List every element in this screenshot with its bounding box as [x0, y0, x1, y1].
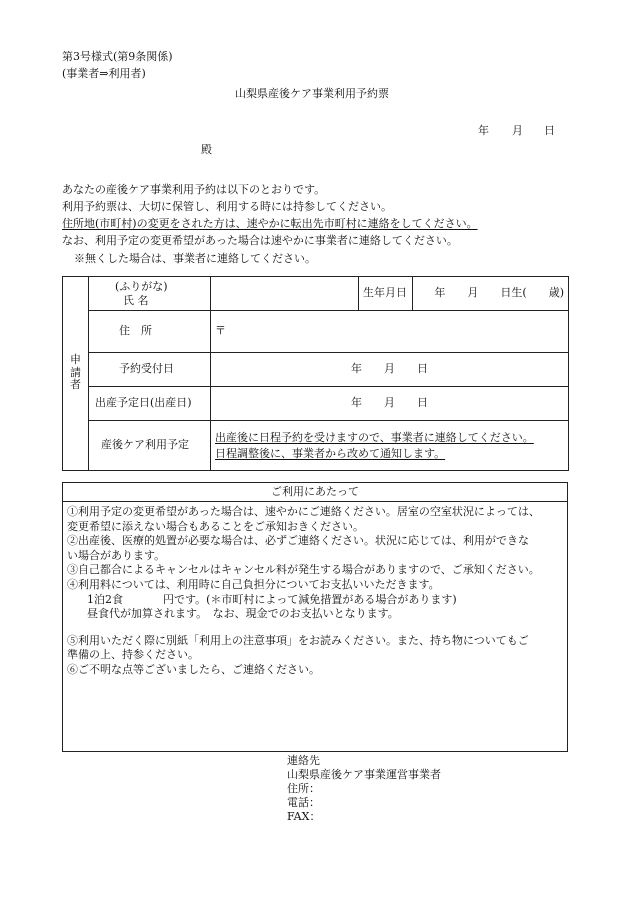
date-year: 年: [478, 124, 489, 137]
contact-heading: 連絡先: [287, 754, 320, 767]
note-4-fee: [67, 593, 563, 608]
due-date-field[interactable]: 年 月 日: [211, 387, 569, 421]
applicant-label: 申請者: [70, 353, 81, 392]
note-1b: 変更希望に添えない場合もあることをご承知おきください。: [67, 519, 364, 533]
name-label: 氏 名: [123, 293, 149, 307]
due-date-label: 出産予定日(出産日): [89, 387, 211, 421]
intro-line-5: ※無くした場合は、事業者に連絡してください。: [74, 252, 316, 265]
usage-notes-box: [62, 482, 568, 752]
plan-line-2: 日程調整後に、事業者から改めて通知します。: [215, 446, 446, 460]
intro-line-3: 住所地(市町村)の変更をされた方は、速やかに転出先市町村に連絡をしてください。: [62, 217, 478, 230]
furigana-label: (ふりがな): [115, 279, 168, 293]
address-label: 住 所: [89, 311, 211, 353]
note-3: ③自己都合によるキャンセルはキャンセル料が発生する場合がありますので、ご承知ください。: [67, 563, 540, 577]
address-field[interactable]: [211, 311, 569, 353]
contact-phone: 電話：: [287, 796, 320, 809]
note-4-fee-b: 円です。(＊市町村によって減免措置がある場合があります): [163, 592, 457, 606]
birth-field[interactable]: 年 月 日生( 歳): [413, 277, 569, 311]
direction-note: (事業者⇒利用者): [62, 67, 146, 80]
form-number: 第3号様式(第9条関係): [62, 50, 173, 63]
note-6: ⑥ご不明な点等ございましたら、ご連絡ください。: [67, 662, 320, 676]
note-2a: ②出産後、医療的処置が必要な場合は、必ずご連絡ください。状況に応じては、利用ができな: [67, 534, 529, 548]
contact-fax: FAX：: [287, 810, 321, 823]
addressee-honorific: 殿: [201, 143, 212, 156]
plan-line-1: 出産後に日程予約を受けますので、事業者に連絡してください。: [215, 430, 534, 444]
note-1a: ①利用予定の変更希望があった場合は、速やかにご連絡ください。居室の空室状況によっては、: [67, 505, 540, 518]
note-4-lunch: 昼食代が加算されます。 なお、現金でのお支払いとなります。: [87, 607, 399, 621]
name-label-cell: [89, 277, 211, 311]
name-field[interactable]: [211, 277, 359, 311]
note-spacer: [67, 622, 563, 634]
usage-notes-body: [63, 502, 567, 681]
intro-line-1: あなたの産後ケア事業利用予約は以下のとおりです。: [62, 183, 326, 196]
applicant-table: [62, 276, 569, 471]
applicant-label-cell: [63, 277, 89, 471]
note-2b: い場合があります。: [67, 548, 166, 562]
postal-mark: 〒: [215, 324, 226, 338]
date-month: 月: [512, 124, 523, 137]
page-title: 山梨県産後ケア事業利用予約票: [235, 87, 389, 100]
note-4-fee-a: 1泊2食: [87, 592, 123, 606]
plan-field: [211, 421, 569, 471]
contact-org: 山梨県産後ケア事業運営事業者: [287, 768, 441, 781]
note-5a: ⑤利用いただく際に別紙「利用上の注意事項」をお読みください。また、持ち物についてもご: [67, 633, 529, 647]
reservation-label: 予約受付日: [89, 353, 211, 387]
contact-address: 住所：: [287, 782, 320, 795]
note-5b: 準備の上、持参ください。: [67, 648, 199, 662]
contact-block: [287, 754, 441, 824]
date-day: 日: [544, 124, 555, 137]
note-4: ④利用料については、利用時に自己負担分についてお支払いいただきます。: [67, 577, 440, 591]
intro-line-4: なお、利用予定の変更希望があった場合は速やかに事業者に連絡してください。: [62, 234, 458, 247]
plan-label: 産後ケア利用予定: [89, 421, 211, 471]
birth-label: 生年月日: [359, 277, 413, 311]
usage-notes-title: ご利用にあたって: [63, 483, 567, 502]
intro-line-2: 利用予約票は、大切に保管し、利用する時には持参してください。: [62, 200, 392, 213]
reservation-date-field[interactable]: 年 月 日: [211, 353, 569, 387]
